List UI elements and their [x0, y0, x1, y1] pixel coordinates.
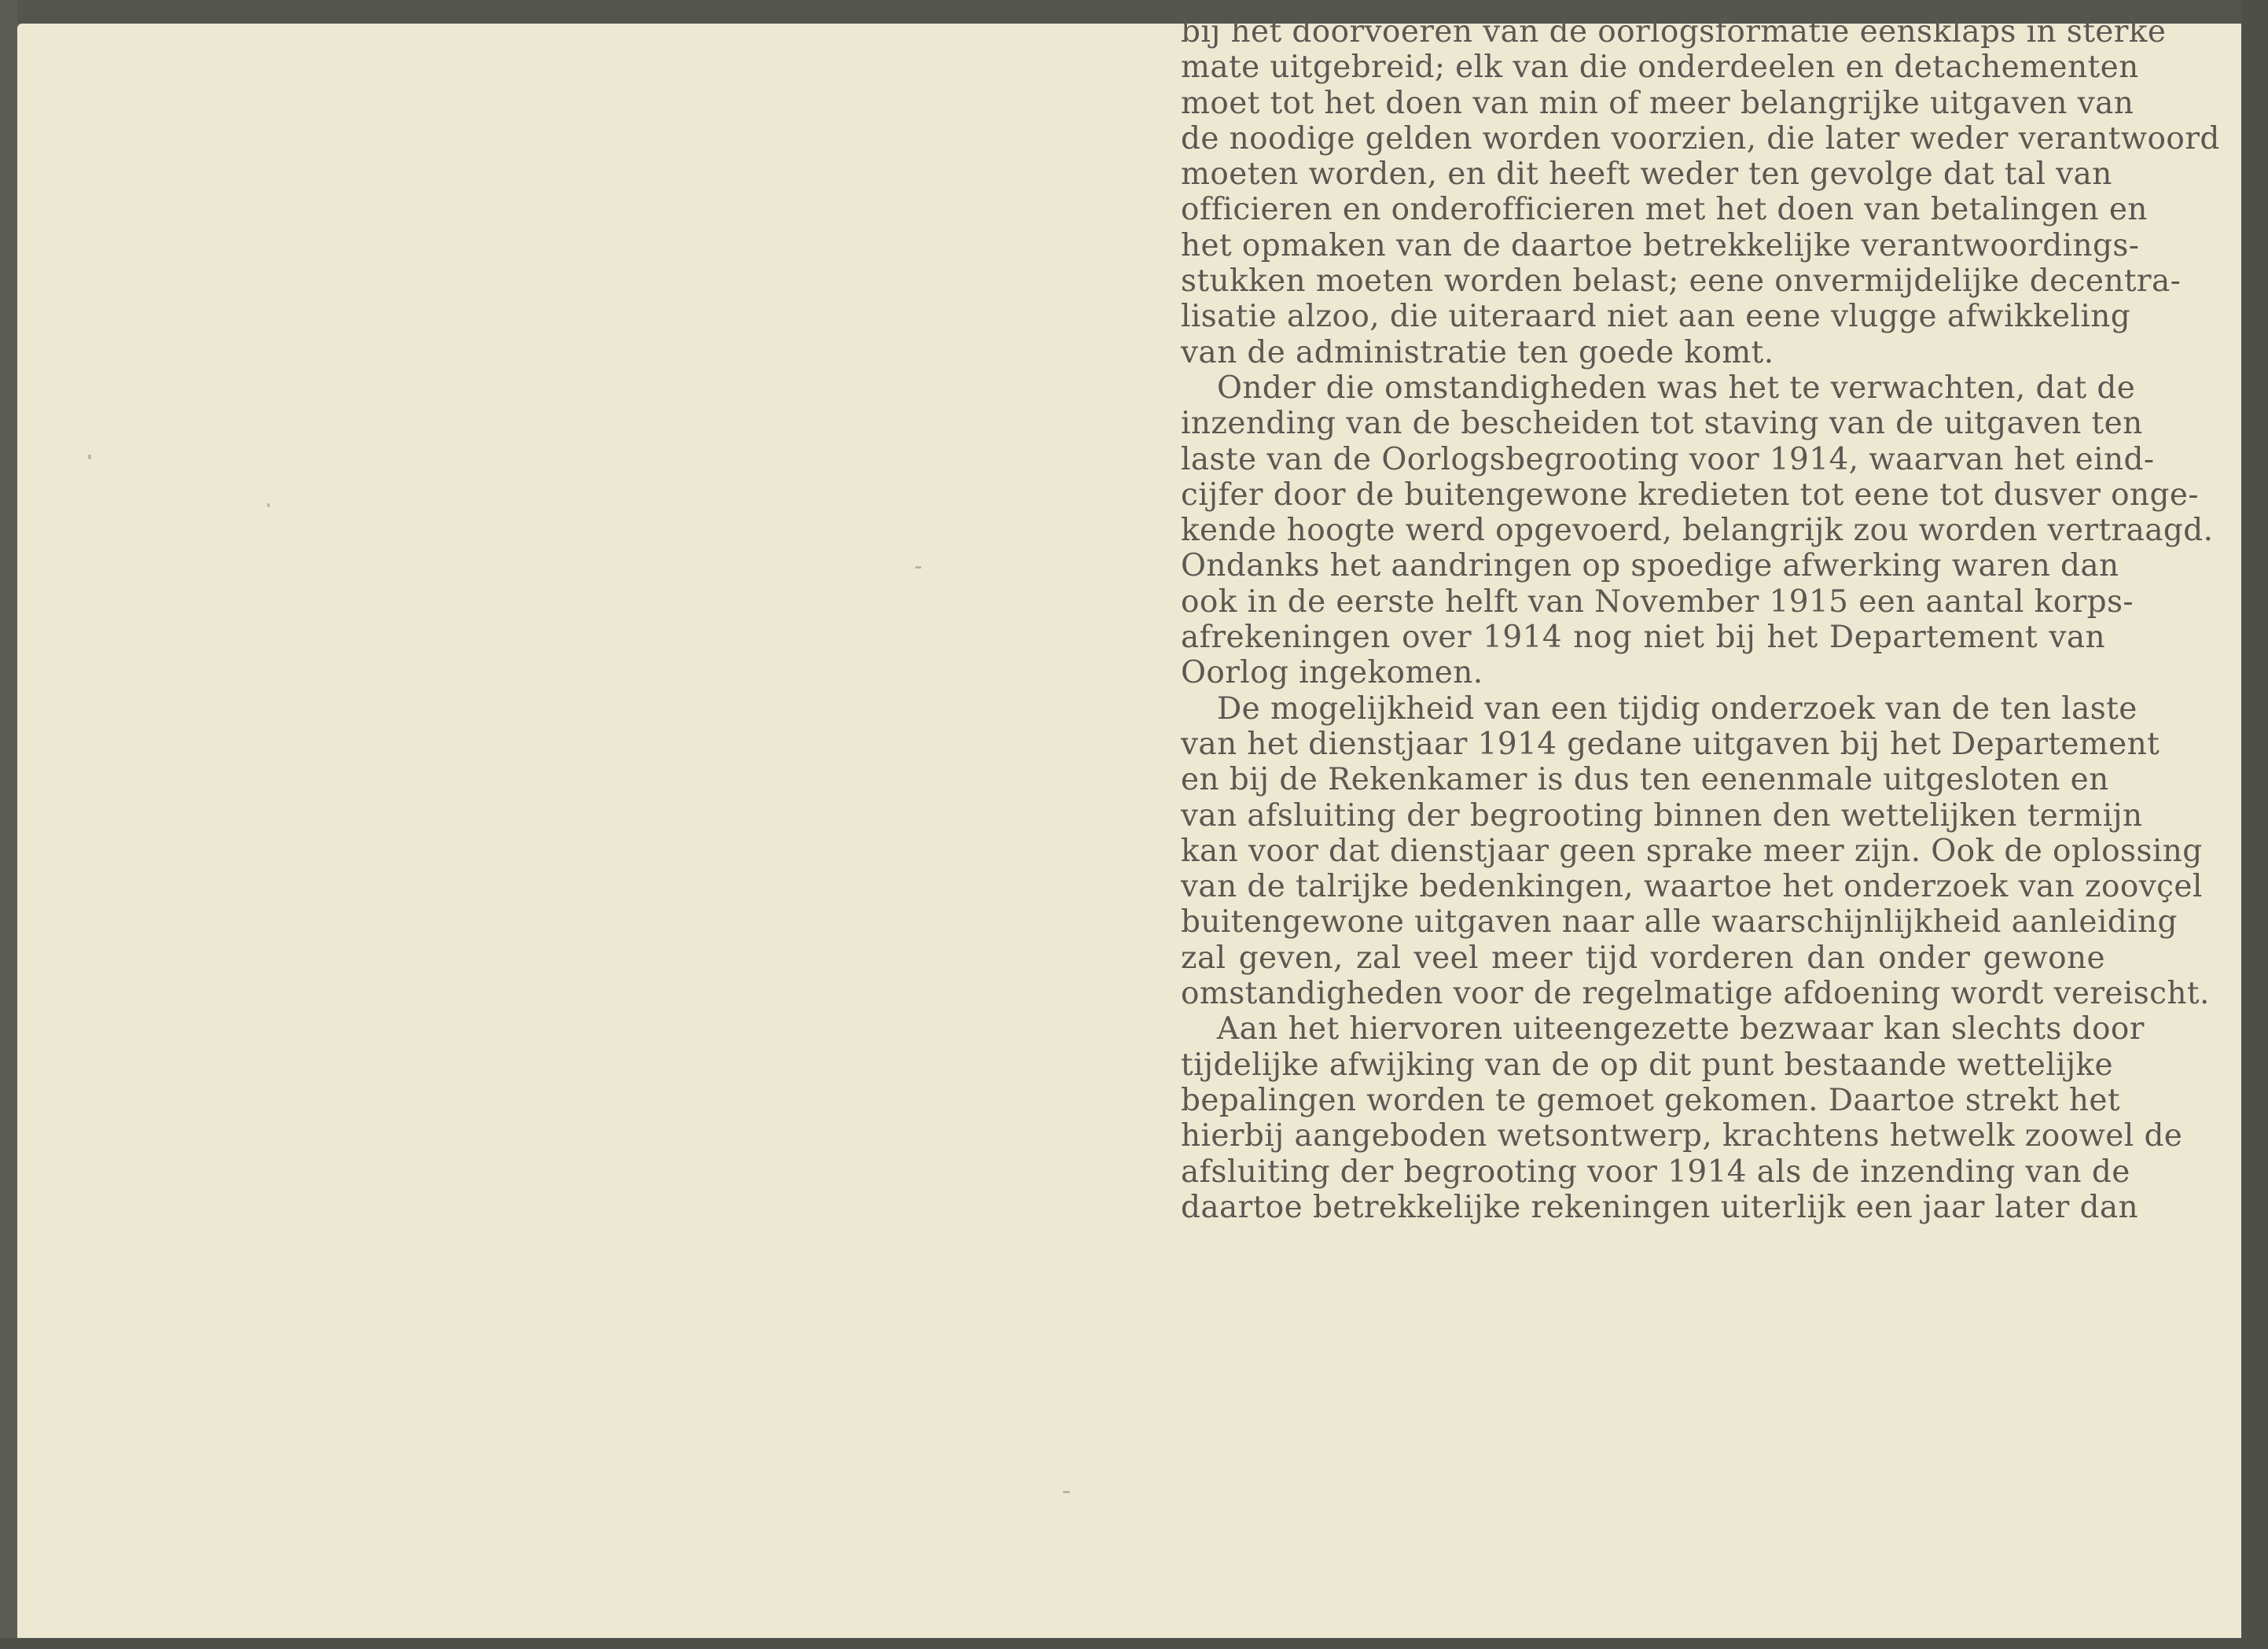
- text-line: van de administratie ten goede komt.: [1181, 334, 1774, 370]
- text-line: mate uitgebreid; elk van die onderdeelen en detachementen: [1181, 50, 2139, 86]
- text-line: Aan het hiervoren uiteengezette bezwaar kan slechts door: [1217, 1011, 2145, 1047]
- text-line: bij het doorvoeren van de oorlogsformatie eensklaps in sterke: [1181, 14, 2167, 50]
- text-line: het opmaken van de daartoe betrekkelijke verantwoordings-: [1181, 227, 2140, 263]
- text-line: van afsluiting der begrooting binnen den wettelijken termijn: [1181, 797, 2143, 834]
- text-line: laste van de Oorlogsbegrooting voor 1914, waarvan het eind-: [1181, 441, 2155, 477]
- paragraph-2: [1181, 370, 2214, 691]
- paper-page: [17, 14, 2241, 1638]
- paper-speck: [915, 566, 921, 569]
- text-line: cijfer door de buitengewone kredieten tot eene tot dusver onge-: [1181, 477, 2199, 513]
- text-line: omstandigheden voor de regelmatige afdoening wordt vereischt.: [1181, 976, 2210, 1012]
- text-line: van het dienstjaar 1914 gedane uitgaven bij het Departement: [1181, 726, 2160, 762]
- text-line: ook in de eerste helft van November 1915 een aantal korps-: [1181, 583, 2134, 620]
- text-line: afsluiting der begrooting voor 1914 als de inzending van de: [1181, 1154, 2130, 1190]
- document-text-column: [1181, 14, 2220, 1225]
- text-line: moet tot het doen van min of meer belangrijke uitgaven van: [1181, 85, 2134, 121]
- text-line: tijdelijke afwijking van de op dit punt bestaande wettelijke: [1181, 1047, 2113, 1083]
- text-line: afrekeningen over 1914 nog niet bij het Departement van: [1181, 620, 2105, 656]
- text-line: Oorlog ingekomen.: [1181, 655, 1483, 691]
- paper-speck: [1063, 1491, 1070, 1493]
- paragraph-4: [1181, 1011, 2183, 1225]
- text-line: zal geven, zal veel meer tijd vorderen dan onder gewone: [1181, 940, 2105, 976]
- text-line: van de talrijke bedenkingen, waartoe het onderzoek van zoovçel: [1181, 869, 2203, 905]
- text-line: hierbij aangeboden wetsontwerp, krachtens hetwelk zoowel de: [1181, 1118, 2183, 1154]
- text-line: De mogelijkheid van een tijdig onderzoek van de ten laste: [1217, 690, 2138, 727]
- text-line: buitengewone uitgaven naar alle waarschijnlijkheid aanleiding: [1181, 904, 2178, 940]
- text-line: stukken moeten worden belast; eene onvermijdelijke decentra-: [1181, 263, 2182, 300]
- text-line: moeten worden, en dit heeft weder ten gevolge dat tal van: [1181, 156, 2112, 193]
- text-line: Onder die omstandigheden was het te verwachten, dat de: [1217, 370, 2136, 406]
- text-line: kan voor dat dienstjaar geen sprake meer zijn. Ook de oplossing: [1181, 833, 2203, 869]
- text-line: de noodige gelden worden voorzien, die later weder verantwoord: [1181, 120, 2220, 156]
- text-line: lisatie alzoo, die uiteraard niet aan eene vlugge afwikkeling: [1181, 299, 2131, 335]
- text-line: kende hoogte werd opgevoerd, belangrijk zou worden vertraagd.: [1181, 513, 2214, 549]
- paper-speck: [267, 503, 270, 507]
- text-line: inzending van de bescheiden tot staving van de uitgaven ten: [1181, 406, 2143, 442]
- paper-speck: [88, 455, 91, 459]
- scan-border-bottom: [0, 1638, 2268, 1649]
- text-line: en bij de Rekenkamer is dus ten eenenmale uitgesloten en: [1181, 762, 2109, 798]
- paragraph-3: [1181, 690, 2210, 1012]
- text-line: Ondanks het aandringen op spoedige afwerking waren dan: [1181, 548, 2119, 584]
- text-line: bepalingen worden te gemoet gekomen. Daartoe strekt het: [1181, 1082, 2120, 1118]
- scan-border-left: [0, 0, 17, 1649]
- paragraph-1: [1181, 14, 2220, 370]
- text-line: daartoe betrekkelijke rekeningen uiterlijk een jaar later dan: [1181, 1189, 2138, 1225]
- text-line: officieren en onderofficieren met het doen van betalingen en: [1181, 192, 2148, 228]
- scan-border-right: [2241, 0, 2268, 1649]
